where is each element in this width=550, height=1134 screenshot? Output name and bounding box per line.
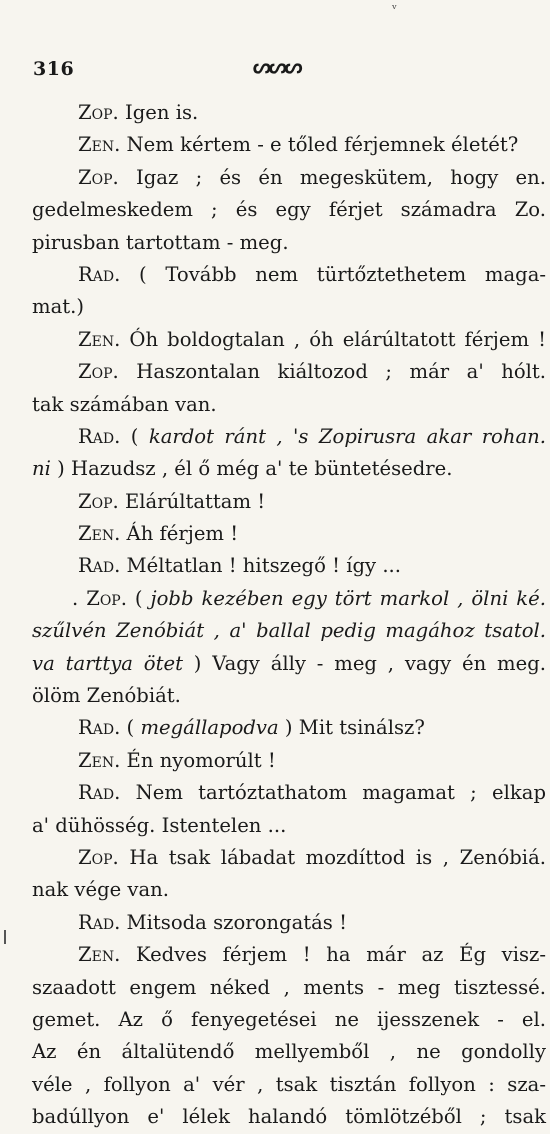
speaker-label: Zen. <box>78 327 121 351</box>
speaker-label: Zen. <box>78 748 121 772</box>
text-line <box>32 291 546 323</box>
line-text: pirusban tartottam - meg. <box>32 230 289 254</box>
text-line <box>32 97 546 129</box>
speaker-label: Zop. <box>78 165 119 189</box>
line-text: gemet. Az ő fenyegetései ne ijesszenek - el. <box>32 1007 546 1031</box>
speaker-label: Rad. <box>78 554 121 578</box>
speaker-label: . Zop. <box>72 586 127 610</box>
speaker-label: Zop. <box>78 101 119 124</box>
line-text: Ha tsak lábadat mozdíttod is , Zenóbiá. <box>118 845 546 869</box>
speaker-label: Rad. <box>78 716 121 740</box>
speaker-label: Rad. <box>78 910 121 934</box>
line-text: a' dühösség. Istentelen ... <box>32 813 287 837</box>
body-text <box>32 97 546 1134</box>
text-line <box>32 453 546 485</box>
text-line <box>32 129 546 161</box>
line-text: Áh férjem ! <box>120 522 239 546</box>
line-text: gedelmeskedem ; és egy férjet számadra Zo. <box>32 198 546 222</box>
stage-direction: szűlvén Zenóbiát , a' ballal pedig magához tsatol. <box>32 619 546 643</box>
text-line <box>32 745 546 777</box>
text-line <box>32 518 546 550</box>
text-line <box>32 1036 546 1068</box>
text-line <box>32 712 546 744</box>
speaker-label: Zen. <box>78 522 121 546</box>
text-line <box>32 615 546 647</box>
stage-direction: va tarttya ötet <box>32 651 183 675</box>
text-line <box>32 227 546 259</box>
speaker-label: Rad. <box>78 424 121 448</box>
line-text: Méltatlan ! hitszegő ! így ... <box>120 554 402 578</box>
text-line <box>32 842 546 874</box>
speaker-label: Rad. <box>78 781 121 805</box>
line-text: ) Mit tsinálsz? <box>278 716 425 740</box>
text-line <box>32 356 546 388</box>
speaker-label: Zop. <box>78 845 119 869</box>
line-text: ) Vagy álly - meg , vagy én meg. <box>182 651 546 675</box>
speaker-label: Rad. <box>78 262 121 286</box>
speaker-label: Zen. <box>78 133 121 157</box>
stage-direction: kardot ránt , 's Zopirusra akar rohan. <box>148 424 546 448</box>
speaker-label: Zop. <box>78 360 119 384</box>
line-text: szaadott engem néked , ments - meg tisztessé. <box>32 975 546 999</box>
line-text: tak számában van. <box>32 392 217 416</box>
text-line <box>32 550 546 582</box>
text-line <box>32 680 546 712</box>
text-line <box>32 648 546 680</box>
line-text: Én nyomorúlt ! <box>120 748 276 772</box>
text-line <box>32 486 546 518</box>
text-line <box>32 1101 546 1133</box>
line-text: mat.) <box>32 295 85 319</box>
line-text: ( <box>120 424 149 448</box>
line-text: Igen is. <box>118 101 199 124</box>
line-text: ölöm Zenóbiát. <box>32 684 181 708</box>
text-line <box>32 389 546 421</box>
text-line <box>32 421 546 453</box>
text-line <box>32 907 546 939</box>
line-text: ( <box>120 716 141 740</box>
text-line <box>32 874 546 906</box>
text-line <box>32 810 546 842</box>
line-text: Nem kértem - e tőled férjemnek életét? <box>120 133 519 157</box>
stage-direction: ni <box>32 457 51 481</box>
page-number: 316 <box>33 58 75 80</box>
text-line <box>32 972 546 1004</box>
stage-direction: jobb kezében egy tört markol , ölni ké. <box>150 586 546 610</box>
top-printer-mark: ᵛ <box>392 2 397 17</box>
speaker-label: Zop. <box>78 489 119 513</box>
line-text: ( <box>126 586 151 610</box>
text-line <box>32 777 546 809</box>
line-text: véle , follyon a' vér , tsak tisztán follyon : sza- <box>32 1072 546 1096</box>
line-text: ( Tovább nem türtőztethetem maga- <box>120 262 546 286</box>
line-text: Haszontalan kiáltozod ; már a' hólt. <box>118 360 546 384</box>
text-line <box>32 1004 546 1036</box>
text-line <box>32 1069 546 1101</box>
line-text: Az én általütendő mellyemből , ne gondolly <box>32 1040 546 1064</box>
text-line <box>32 939 546 971</box>
line-text: Igaz ; és én megeskütem, hogy en. <box>118 165 546 189</box>
line-text: Kedves férjem ! ha már az Ég visz- <box>120 943 546 967</box>
line-text: Elárúltattam ! <box>118 489 266 513</box>
text-line <box>32 583 546 615</box>
line-text: Óh boldogtalan , óh elárúltatott férjem ! <box>120 327 546 351</box>
header-ornament: ᔕᔕᔕ <box>253 54 301 78</box>
line-text: badúllyon e' lélek halandó tömlötzéből ; tsak <box>32 1105 546 1129</box>
text-line <box>32 259 546 291</box>
line-text: Nem tartóztathatom magamat ; elkap <box>120 781 546 805</box>
speaker-label: Zen. <box>78 943 121 967</box>
line-text: nak vége van. <box>32 878 170 902</box>
line-text: ) Hazudsz , él ő még a' te büntetésedre. <box>50 457 453 481</box>
text-line <box>32 162 546 194</box>
stage-direction: megállapodva <box>140 716 279 740</box>
line-text: Mitsoda szorongatás ! <box>120 910 347 934</box>
margin-mark <box>4 930 6 944</box>
text-line <box>32 194 546 226</box>
text-line <box>32 324 546 356</box>
